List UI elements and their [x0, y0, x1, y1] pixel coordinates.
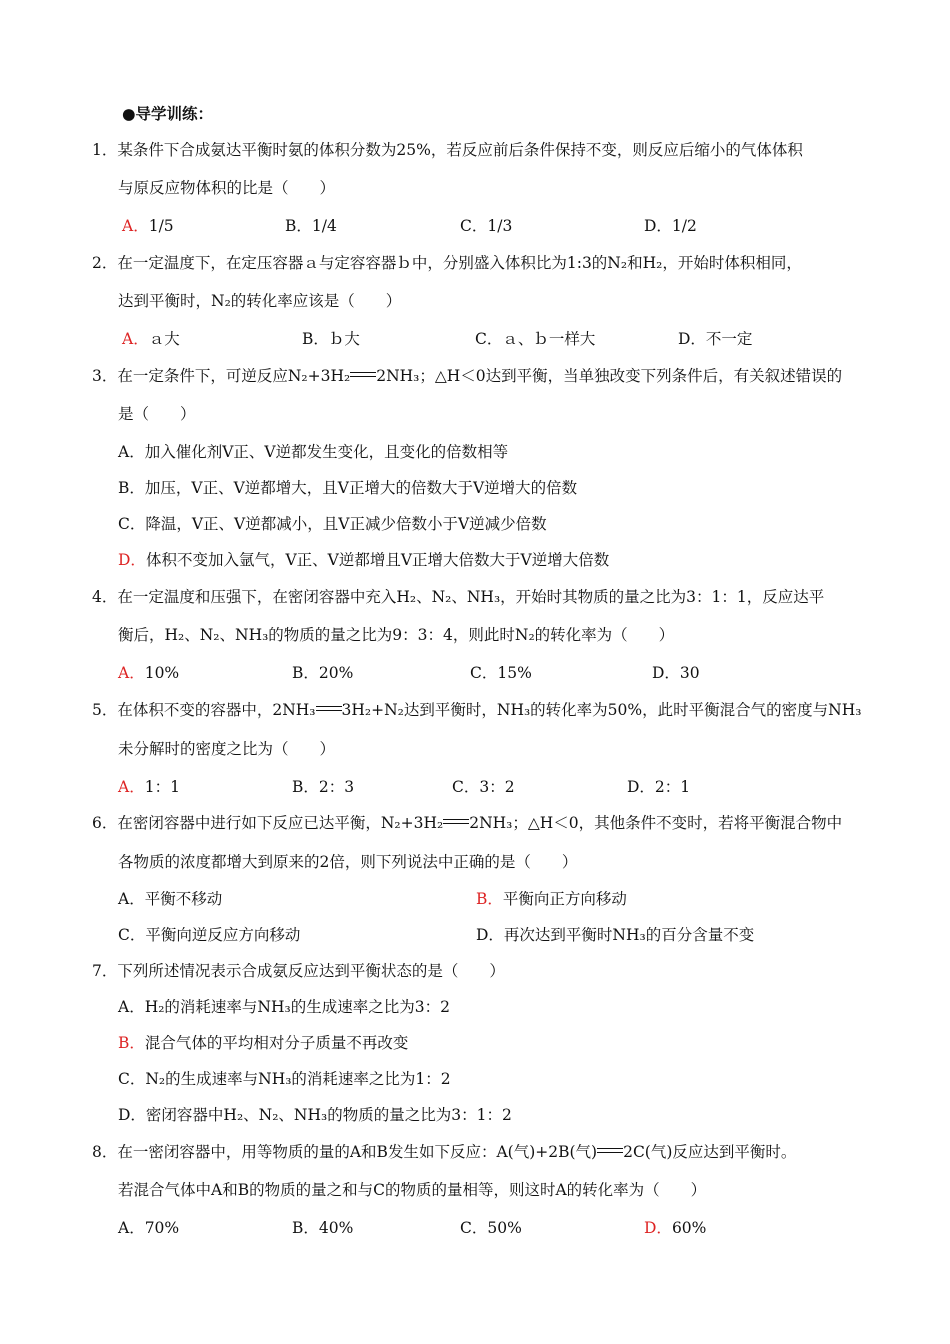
section-heading: ●导学训练： — [122, 104, 214, 123]
q4-stem-line2: 衡后，H₂、N₂、NH₃的物质的量之比为9：3：4，则此时N₂的转化率为（ ） — [118, 626, 675, 644]
answer-marker: B． — [476, 890, 503, 908]
q6-stem-line1 — [92, 813, 842, 833]
q7-stem-line1: 7．下列所述情况表示合成氨反应达到平衡状态的是（ ） — [92, 962, 505, 980]
q8-option-d — [644, 1218, 706, 1238]
q6-option-a: A．平衡不移动 — [118, 890, 223, 908]
q8-stem-line2: 若混合气体中A和B的物质的量之和与C的物质的量相等，则这时A的转化率为（ ） — [118, 1181, 707, 1199]
answer-marker: A． — [118, 778, 145, 796]
q2-stem-line1: 2．在一定温度下，在定压容器ａ与定容容器ｂ中，分别盛入体积比为1:3的N₂和H₂，开始时体积相同， — [92, 254, 802, 272]
q5-option-d: D．2：1 — [627, 778, 691, 796]
q2-option-b: B．ｂ大 — [302, 330, 360, 348]
option-text: 混合气体的平均相对分子质量不再改变 — [144, 1034, 409, 1052]
q1-option-a — [122, 216, 174, 236]
stem-text: 3．在一定条件下，可逆反应N₂+3H₂ — [92, 367, 351, 385]
q6-option-b — [476, 889, 627, 909]
stem-text: 2C(气)反应达到平衡时。 — [623, 1143, 797, 1161]
answer-marker: A． — [118, 664, 145, 682]
q6-option-d: D．再次达到平衡时NH₃的百分含量不变 — [476, 926, 755, 944]
q2-stem-line2: 达到平衡时，N₂的转化率应该是（ ） — [118, 292, 402, 310]
q1-stem-line1: 1．某条件下合成氨达平衡时氨的体积分数为25%，若反应前后条件保持不变，则反应后缩小的气体体积 — [92, 141, 803, 159]
q5-stem-line1 — [92, 700, 861, 720]
option-text: 10% — [144, 664, 180, 682]
q4-option-b: B．20% — [292, 664, 354, 682]
q8-option-b: B．40% — [292, 1219, 354, 1237]
q7-option-c: C．N₂的生成速率与NH₃的消耗速率之比为1：2 — [118, 1070, 451, 1088]
q1-stem-line2: 与原反应物体积的比是（ ） — [118, 179, 336, 197]
q5-option-c: C．3：2 — [452, 778, 515, 796]
equilibrium-arrow-icon — [350, 370, 376, 380]
option-text: 1/5 — [148, 217, 174, 235]
q8-option-a: A．70% — [118, 1219, 180, 1237]
option-text: 1：1 — [144, 778, 180, 796]
q1-option-b: B．1/4 — [285, 217, 337, 235]
q1-option-d: D．1/2 — [644, 217, 697, 235]
equilibrium-arrow-icon — [316, 704, 342, 714]
q6-option-c: C．平衡向逆反应方向移动 — [118, 926, 301, 944]
stem-text: 8．在一密闭容器中，用等物质的量的A和B发生如下反应：A(气)+2B(气) — [92, 1143, 598, 1161]
q3-option-a: A．加入催化剂V正、V逆都发生变化，且变化的倍数相等 — [118, 443, 509, 461]
equilibrium-arrow-icon — [597, 1146, 623, 1156]
q3-stem-line2: 是（ ） — [118, 405, 196, 423]
q3-option-b: B．加压，V正、V逆都增大，且V正增大的倍数大于V逆增大的倍数 — [118, 479, 578, 497]
q5-option-a — [118, 777, 180, 797]
q5-stem-line2: 未分解时的密度之比为（ ） — [118, 740, 336, 758]
q4-stem-line1: 4．在一定温度和压强下，在密闭容器中充入H₂、N₂、NH₃，开始时其物质的量之比为3：1：1，反应达平 — [92, 588, 825, 606]
stem-text: 2NH₃；△H＜0达到平衡，当单独改变下列条件后，有关叙述错误的 — [376, 367, 843, 385]
q2-option-d: D．不一定 — [678, 330, 753, 348]
stem-text: 2NH₃；△H＜0，其他条件不变时，若将平衡混合物中 — [469, 814, 843, 832]
answer-marker: A． — [122, 330, 149, 348]
q2-option-c: C．ａ、ｂ一样大 — [475, 330, 596, 348]
q4-option-c: C．15% — [470, 664, 532, 682]
stem-text: 6．在密闭容器中进行如下反应已达平衡，N₂+3H₂ — [92, 814, 444, 832]
q4-option-a — [118, 663, 179, 683]
option-text: 体积不变加入氩气，V正、V逆都增且V正增大倍数大于V逆增大倍数 — [145, 551, 610, 569]
answer-marker: B． — [118, 1034, 145, 1052]
q1-option-c: C．1/3 — [460, 217, 513, 235]
q8-option-c: C．50% — [460, 1219, 522, 1237]
stem-text: 3H₂+N₂达到平衡时，NH₃的转化率为50%，此时平衡混合气的密度与NH₃ — [341, 701, 862, 719]
q7-option-a: A．H₂的消耗速率与NH₃的生成速率之比为3：2 — [118, 998, 450, 1016]
q3-option-d — [118, 550, 609, 570]
answer-marker: D． — [644, 1219, 672, 1237]
q3-option-c: C．降温，V正、V逆都减小，且V正减少倍数小于V逆减少倍数 — [118, 515, 547, 533]
q7-option-b — [118, 1033, 408, 1053]
q4-option-d: D．30 — [652, 664, 700, 682]
option-text: 60% — [671, 1219, 707, 1237]
equilibrium-arrow-icon — [443, 817, 469, 827]
stem-text: 5．在体积不变的容器中，2NH₃ — [92, 701, 316, 719]
answer-marker: A． — [122, 217, 149, 235]
option-text: 平衡向正方向移动 — [502, 890, 627, 908]
q7-option-d: D．密闭容器中H₂、N₂、NH₃的物质的量之比为3：1：2 — [118, 1106, 512, 1124]
q3-stem-line1 — [92, 366, 842, 386]
q2-option-a — [122, 329, 180, 349]
q8-stem-line1 — [92, 1142, 796, 1162]
q5-option-b: B．2：3 — [292, 778, 355, 796]
q6-stem-line2: 各物质的浓度都增大到原来的2倍，则下列说法中正确的是（ ） — [118, 853, 578, 871]
answer-marker: D． — [118, 551, 146, 569]
option-text: ａ大 — [148, 330, 180, 348]
